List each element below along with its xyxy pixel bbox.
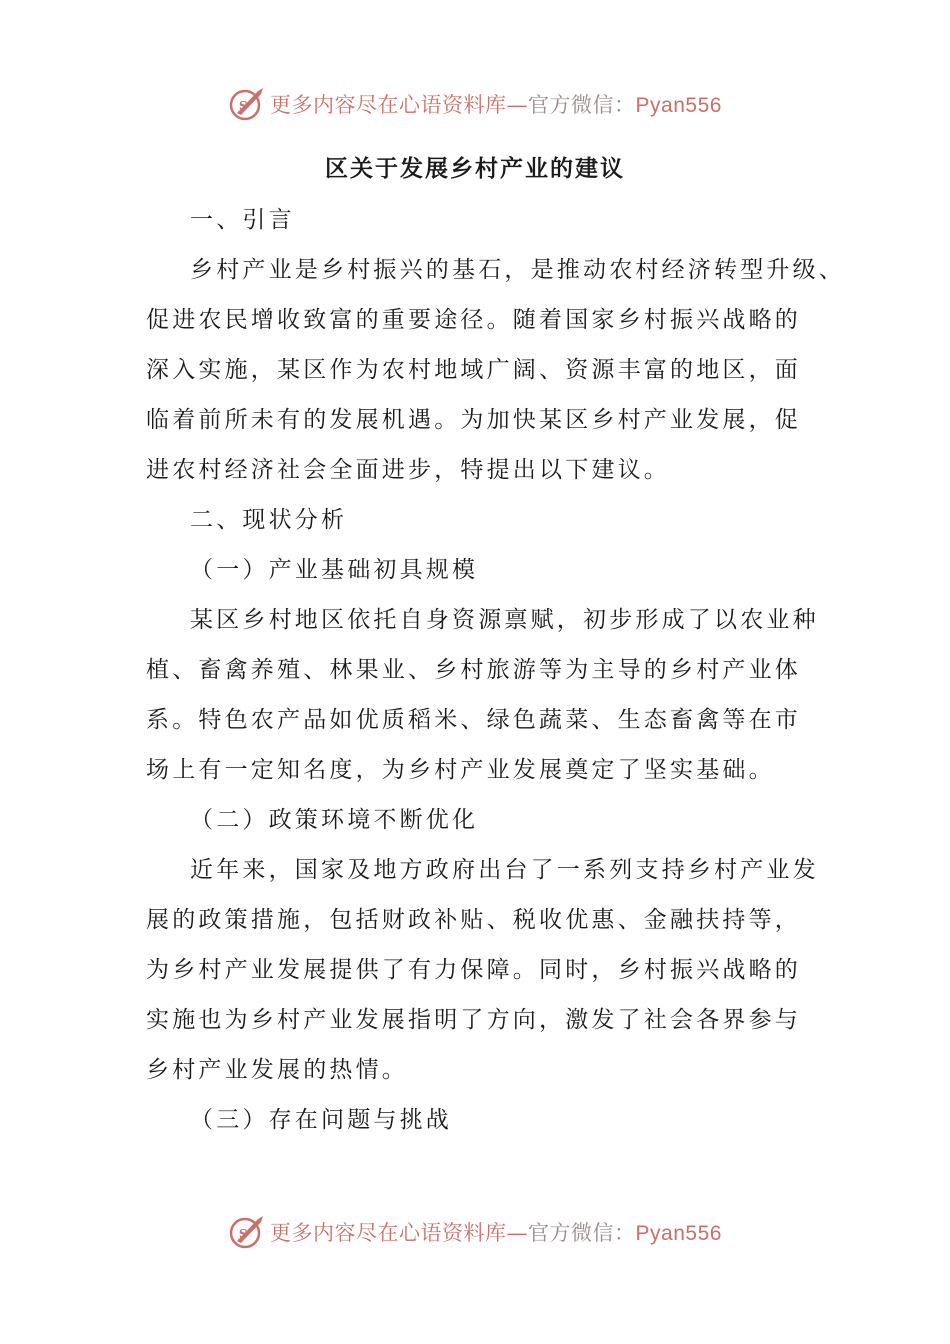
promo-text <box>270 1217 722 1247</box>
header-banner <box>0 80 950 128</box>
document-title: 区关于发展乡村产业的建议 <box>325 156 625 182</box>
paragraph-line: 为乡村产业发展提供了有力保障。同时，乡村振兴战略的 <box>146 957 801 983</box>
quill-logo-icon <box>228 86 264 122</box>
wechat-label: 官方微信： <box>528 93 636 117</box>
paragraph-line: 乡村产业是乡村振兴的基石，是推动农村经济转型升级、 <box>190 257 845 283</box>
paragraph-line: 进农村经济社会全面进步，特提出以下建议。 <box>146 457 670 483</box>
svg-text:S: S <box>239 1227 248 1241</box>
promo-slogan: 更多内容尽在心语资料库 <box>270 1221 507 1245</box>
wechat-account: Pyan556 <box>635 1222 722 1245</box>
svg-text:S: S <box>239 99 248 113</box>
paragraph-line: 植、畜禽养殖、林果业、乡村旅游等为主导的乡村产业体 <box>146 657 801 683</box>
section-heading-analysis: 二、现状分析 <box>190 507 348 533</box>
section-heading-intro: 一、引言 <box>190 207 295 233</box>
paragraph-line: 深入实施，某区作为农村地域广阔、资源丰富的地区，面 <box>146 357 801 383</box>
wechat-label: 官方微信： <box>528 1221 636 1245</box>
paragraph-line: 近年来，国家及地方政府出台了一系列支持乡村产业发 <box>190 857 819 883</box>
promo-slogan: 更多内容尽在心语资料库 <box>270 93 507 117</box>
paragraph-line: 乡村产业发展的热情。 <box>146 1057 408 1083</box>
paragraph-line: 场上有一定知名度，为乡村产业发展奠定了坚实基础。 <box>146 757 775 783</box>
promo-separator: — <box>506 93 529 117</box>
subsection-heading-3: （三）存在问题与挑战 <box>190 1107 452 1133</box>
paragraph-line: 系。特色农产品如优质稻米、绿色蔬菜、生态畜禽等在市 <box>146 707 801 733</box>
subsection-heading-2: （二）政策环境不断优化 <box>190 807 479 833</box>
paragraph-line: 展的政策措施，包括财政补贴、税收优惠、金融扶持等， <box>146 907 801 933</box>
paragraph-line: 促进农民增收致富的重要途径。随着国家乡村振兴战略的 <box>146 307 801 333</box>
promo-text <box>270 89 722 119</box>
paragraph-line: 临着前所未有的发展机遇。为加快某区乡村产业发展，促 <box>146 407 801 433</box>
paragraph-line: 某区乡村地区依托自身资源禀赋，初步形成了以农业种 <box>190 607 819 633</box>
wechat-account: Pyan556 <box>635 94 722 117</box>
promo-separator: — <box>506 1221 529 1245</box>
quill-logo-icon <box>228 1214 264 1250</box>
paragraph-line: 实施也为乡村产业发展指明了方向，激发了社会各界参与 <box>146 1007 801 1033</box>
footer-banner <box>0 1208 950 1256</box>
subsection-heading-1: （一）产业基础初具规模 <box>190 557 479 583</box>
